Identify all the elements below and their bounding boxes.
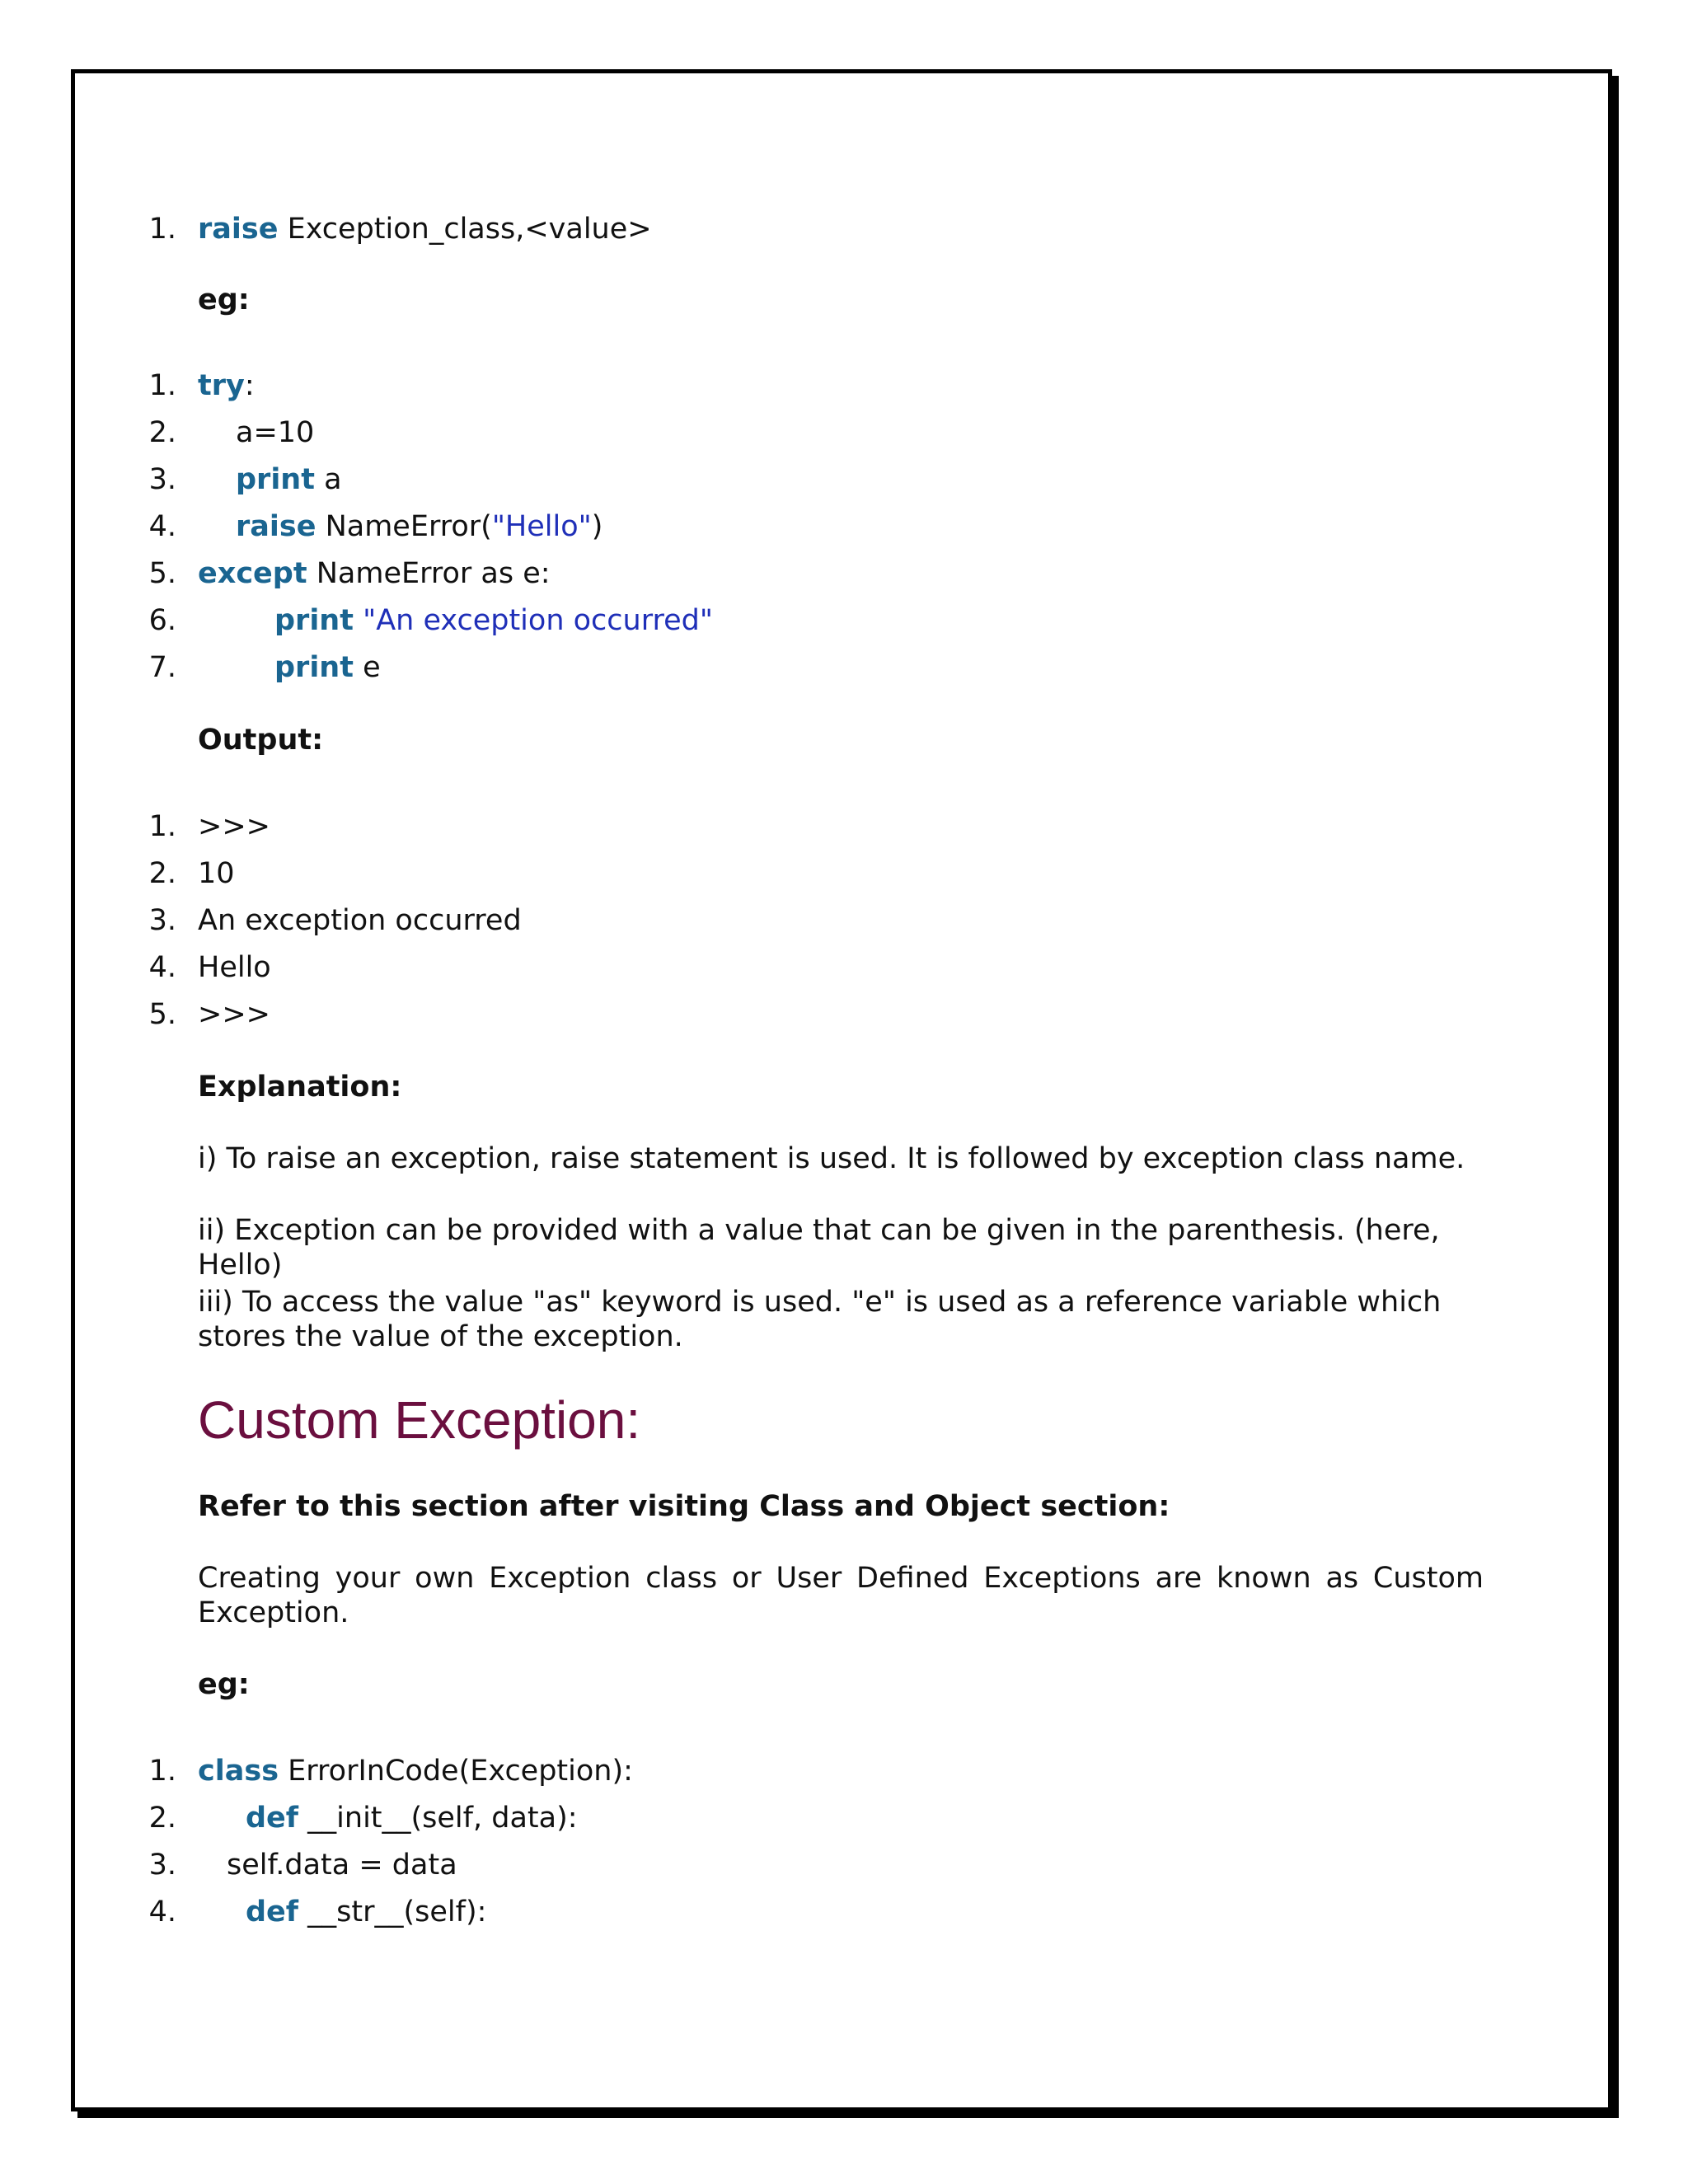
line-number: 2. [148,857,176,890]
code-text: Exception_class,<value> [278,213,652,246]
output-line: An exception occurred [198,904,522,937]
code-line [198,211,652,247]
line-number: 1. [148,810,176,843]
refer-note: Refer to this section after visiting Class and Object section: [198,1490,1170,1523]
code-text: __str__(self): [298,1896,487,1929]
code-line: a=10 [236,416,315,449]
explanation-item: iii) To access the value "as" keyword is used. "e" is used as a reference variable which stores the value of the exception. [198,1286,1442,1353]
keyword: try [198,369,245,402]
eg-label: eg: [198,284,250,316]
explanation-item: ii) Exception can be provided with a value that can be given in the parenthesis. (here, Hello) [198,1214,1440,1282]
line-number: 3. [148,904,176,937]
code-line [274,602,713,639]
keyword: print [236,463,315,496]
code-text: : [244,369,255,402]
code-line [236,509,603,545]
explanation-item: i) To raise an exception, raise statement is used. It is followed by exception class name. [198,1142,1465,1175]
custom-description: Creating your own Exception class or User Defined Exceptions are known as Custom Exception. [198,1562,1484,1629]
keyword: def [246,1802,299,1835]
line-number: 2. [148,1802,176,1835]
code-line [198,368,255,404]
output-line: Hello [198,951,271,984]
code-text: a [314,463,342,496]
explanation-label: Explanation: [198,1071,402,1104]
output-label: Output: [198,724,324,757]
line-number: 3. [148,1849,176,1882]
code-text: __init__(self, data): [298,1802,578,1835]
line-number: 3. [148,463,176,496]
code-line [274,649,381,686]
output-line: >>> [198,998,270,1031]
keyword: print [274,604,354,637]
code-line [198,555,551,592]
code-line [198,1753,633,1789]
line-number: 1. [148,1755,176,1788]
eg-label: eg: [198,1668,250,1701]
keyword: except [198,557,307,590]
code-text: NameError as e: [307,557,551,590]
code-text: NameError( [316,510,492,543]
line-number: 4. [148,510,176,543]
code-line: self.data = data [227,1849,457,1882]
line-number: 1. [148,213,176,246]
code-text: e [353,651,381,684]
keyword: def [246,1896,299,1929]
output-line: 10 [198,857,235,890]
keyword: print [274,651,354,684]
section-heading: Custom Exception: [198,1390,641,1450]
string-literal: "Hello" [491,510,592,543]
line-number: 4. [148,951,176,984]
output-line: >>> [198,810,270,843]
code-line [246,1894,486,1930]
code-text: ErrorInCode(Exception): [279,1755,633,1788]
keyword: raise [236,510,316,543]
line-number: 5. [148,998,176,1031]
line-number: 7. [148,651,176,684]
keyword: class [198,1755,279,1788]
line-number: 1. [148,369,176,402]
code-text: ) [591,510,603,543]
line-number: 2. [148,416,176,449]
string-literal: "An exception occurred" [353,604,713,637]
line-number: 6. [148,604,176,637]
line-number: 4. [148,1896,176,1929]
code-line [236,462,342,498]
code-line [246,1800,578,1836]
keyword: raise [198,213,279,246]
line-number: 5. [148,557,176,590]
